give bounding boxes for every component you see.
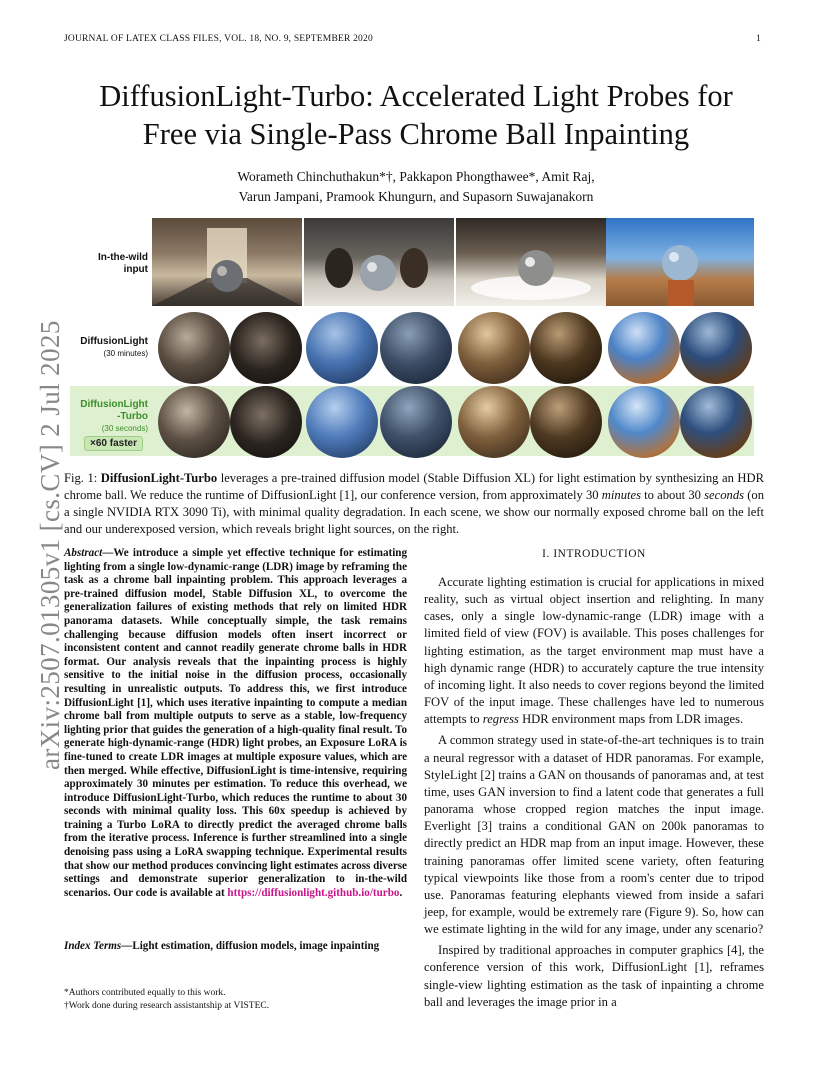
abstract — [64, 547, 407, 900]
footnote-1: *Authors contributed equally to this work. — [64, 988, 226, 998]
index-terms-text: —Light estimation, diffusion models, image inpainting — [121, 940, 380, 952]
intro-p1-emphasis: regress — [482, 712, 519, 727]
authors-line-1: Worameth Chinchuthakun*†, Pakkapon Phongthawee*, Amit Raj, — [237, 169, 595, 184]
title-line-2: Free via Single-Pass Chrome Ball Inpainting — [142, 117, 690, 151]
input-photo-dinner-table — [456, 218, 606, 306]
index-terms-label: Index Terms — [64, 940, 122, 952]
intro-paragraph-3: Inspired by traditional approaches in computer graphics [4], the conference version of this work, DiffusionLight [1], reframes single-view lighting estimation as the task of inpainting a chrome ball and leverages the image prior in a — [424, 943, 764, 1009]
arxiv-stamp-text: arXiv:2507.01305v1 [cs.CV] 2 Jul 2025 — [35, 320, 65, 770]
input-photo-desert — [606, 218, 754, 306]
abstract-text: —We introduce a simple yet effective technique for estimating lighting from a single low-dynamic-range (LDR) image by reframing the task as a chrome ball inpainting problem. This approach leverages a pre-trained diffusion model, Stable Diffusion XL, to overcome the generalization failures of existing methods that rely on limited HDR panorama datasets. While conceptually simple, the task remains challenging because diffusion models often insert incorrect or inconsistent content and cannot readily generate chrome balls in HDR format. Our analysis reveals that the inpainting process is highly sensitive to the initial noise in the diffusion process, occasionally resulting in unrealistic outputs. To address this, we first introduce DiffusionLight [1], which uses iterative inpainting to compute a median chrome ball from multiple outputs to serve as a stable, low-frequency lighting prior that guides the generation of a high-quality final result. To generate high-dynamic-range (HDR) light probes, an Exposure LoRA is fine-tuned to create LDR images at multiple exposure values, which are then merged. While effective, DiffusionLight is time-intensive, requiring approximately 30 minutes per estimation. To reduce this overhead, we introduce DiffusionLight-Turbo, which reduces the runtime to about 30 seconds with minimal quality loss. This 60x speedup is achieved by training a Turbo LoRA to directly predict the averaged chrome balls from the iterative process. Inference is further streamlined into a single denoising pass using a LoRA swapping technique. Experimental results that show our method produces convincing light estimates across diverse settings and demonstrate superior generalization to in-the-wild scenarios. Our code is available at — [64, 547, 407, 899]
row-label-diffusionlight — [80, 336, 148, 360]
chrome-ball-dl-cathedral-under — [230, 312, 302, 384]
row-label-diffusionlight-time: (30 minutes) — [103, 349, 148, 358]
chrome-ball-dl-dinner-under — [530, 312, 602, 384]
figure-caption — [64, 470, 764, 538]
row-label-turbo-a: DiffusionLight — [80, 399, 148, 410]
caption-emphasis-1: minutes — [601, 488, 641, 502]
caption-text-3: (on a single NVIDIA RTX 3090 Ti), with minimal quality degradation. In each scene, we show our normally exposed chrome ball on the left and our underexposed version, which reveals bright light sources, on the right. — [64, 488, 764, 536]
section-heading: I. INTRODUCTION — [542, 548, 646, 560]
intro-paragraph-2: A common strategy used in state-of-the-art techniques is to train a neural regressor with a dataset of HDR panoramas. For example, StyleLight [2] trains a GAN on thousands of panoramas and, at test time, uses GAN inversion to find a latent code that generates a full panorama whose cropped region matches the input image. Everlight [3] trains a conditional GAN on 200k panoramas to directly predict an HDR map from an input image. However, these training panoramas offer limited scene variety, often featuring typical viewpoints like those from a room's center due to tripod use. Panoramas featuring elephants viewed from inside a safari jeep, for example, would be extremely rare (Figure 9). So, how can we estimate lighting in the wild for any image, under any scenario? — [424, 733, 764, 937]
running-header: JOURNAL OF LATEX CLASS FILES, VOL. 18, NO. 9, SEPTEMBER 2020 — [64, 34, 373, 44]
horse-race-scene-icon — [304, 218, 454, 306]
caption-text-1: leverages a pre-trained diffusion model (Stable Diffusion XL) for light estimation by synthesizing an HDR chrome ball. We reduce the runtime of DiffusionLight [1], our conference version, from approximately 30 — [64, 471, 764, 502]
abstract-label: Abstract — [64, 547, 103, 559]
author-list — [60, 167, 772, 207]
index-terms — [64, 940, 407, 954]
paper-title — [40, 77, 792, 153]
desert-scene-icon — [606, 218, 754, 306]
figure-1 — [70, 218, 754, 458]
row-label-turbo-b: -Turbo — [117, 411, 148, 422]
intro-p1-text-b: HDR environment maps from LDR images. — [518, 712, 744, 727]
row-label-input-b: input — [123, 264, 148, 275]
chrome-ball-turbo-race-under — [380, 386, 452, 458]
caption-bold: DiffusionLight-Turbo — [100, 471, 218, 485]
chrome-ball-dl-dinner-normal — [458, 312, 530, 384]
row-label-input — [98, 252, 148, 276]
chrome-ball-dl-desert-under — [680, 312, 752, 384]
arxiv-stamp — [35, 320, 65, 790]
intro-p1-text-a: Accurate lighting estimation is crucial for applications in mixed reality, such as virtual object insertion and relighting. In many cases, only a single low-dynamic-range (LDR) image with a limited field of view (FOV) is available. This poses challenges for lighting estimation, as the target environment map must have a high dynamic range (HDR) to accurately capture the true intensity of incoming light. It also needs to cover regions beyond the limited FOV of the input image. These challenges have led to numerous attempts to — [424, 575, 764, 727]
footnote-2: †Work done during research assistantship at VISTEC. — [64, 1000, 270, 1011]
input-photo-horse-race — [304, 218, 454, 306]
row-label-diffusionlight-main: DiffusionLight — [80, 336, 148, 347]
caption-text-2: to about 30 — [640, 488, 705, 502]
code-link[interactable]: https://diffusionlight.github.io/turbo — [227, 886, 400, 899]
cathedral-scene-icon — [152, 218, 302, 306]
chrome-ball-turbo-race-normal — [306, 386, 378, 458]
chrome-ball-turbo-dinner-normal — [458, 386, 530, 458]
row-label-input-a: In-the-wild — [98, 252, 148, 263]
chrome-ball-turbo-desert-under — [680, 386, 752, 458]
caption-prefix: Fig. 1: — [64, 471, 101, 485]
row-label-turbo — [80, 399, 148, 435]
speed-badge: ×60 faster — [84, 436, 143, 451]
row-label-turbo-time: (30 seconds) — [101, 424, 148, 433]
authors-line-2: Varun Jampani, Pramook Khungurn, and Supasorn Suwajanakorn — [238, 189, 594, 204]
abstract-end: . — [399, 886, 403, 899]
input-photo-cathedral — [152, 218, 302, 306]
chrome-ball-dl-desert-normal — [608, 312, 680, 384]
footnotes — [64, 987, 407, 1012]
caption-emphasis-2: seconds — [704, 488, 745, 502]
dinner-table-scene-icon — [456, 218, 606, 306]
chrome-ball-turbo-cathedral-under — [230, 386, 302, 458]
chrome-ball-turbo-dinner-under — [530, 386, 602, 458]
chrome-ball-turbo-desert-normal — [608, 386, 680, 458]
chrome-ball-turbo-cathedral-normal — [158, 386, 230, 458]
introduction-body — [424, 574, 764, 1015]
chrome-ball-dl-race-under — [380, 312, 452, 384]
chrome-ball-dl-cathedral-normal — [158, 312, 230, 384]
intro-paragraph-1 — [424, 574, 764, 728]
chrome-ball-dl-race-normal — [306, 312, 378, 384]
title-line-1: DiffusionLight-Turbo: Accelerated Light Probes for — [99, 79, 733, 113]
page-number: 1 — [756, 34, 761, 44]
